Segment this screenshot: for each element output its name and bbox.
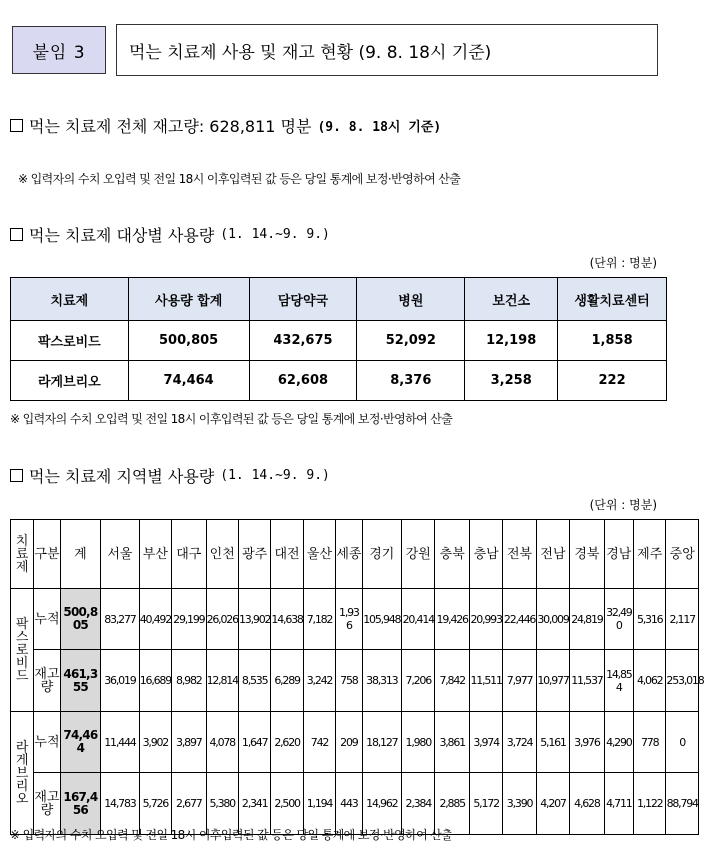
table-cell: 1,647 (238, 712, 270, 773)
column-header: 병원 (357, 278, 465, 321)
table-row (11, 650, 699, 712)
checkbox-square-icon (10, 228, 23, 241)
table-cell: 11,511 (469, 650, 502, 712)
table-cell: 2,677 (172, 773, 206, 835)
table-cell: 778 (634, 712, 666, 773)
section3-heading (10, 464, 330, 487)
table-cell: 88,794 (666, 773, 699, 835)
section2-unit: (단위 : 명분) (589, 256, 657, 270)
column-header: 보건소 (465, 278, 558, 321)
table-cell: 443 (336, 773, 362, 835)
table-cell: 26,026 (206, 589, 238, 650)
table-cell: 209 (336, 712, 362, 773)
document-title (116, 24, 658, 76)
table-cell: 3,974 (469, 712, 502, 773)
document-title-text: 먹는 치료제 사용 및 재고 현황 (9. 8. 18시 기준) (129, 42, 492, 63)
table-cell: 4,290 (604, 712, 633, 773)
table-cell: 8,535 (238, 650, 270, 712)
table-cell: 38,313 (362, 650, 402, 712)
table-cell: 5,161 (536, 712, 569, 773)
table-cell: 3,861 (435, 712, 469, 773)
table-cell: 52,092 (357, 321, 465, 361)
table-row (11, 321, 667, 361)
table-cell: 222 (558, 361, 667, 401)
table-cell: 12,198 (465, 321, 558, 361)
table-cell: 500,805 (128, 321, 249, 361)
section1-heading-text: 먹는 치료제 전체 재고량: 628,811 명분 (29, 117, 312, 136)
column-header: 세종 (336, 520, 362, 589)
column-header: 전북 (503, 520, 536, 589)
table-cell: 14,783 (101, 773, 140, 835)
table-cell: 30,009 (536, 589, 569, 650)
section1-heading-sub: (9. 8. 18시 기준) (317, 120, 442, 135)
table-cell: 4,078 (206, 712, 238, 773)
section3-heading-sub: (1. 14.~9. 9.) (220, 468, 330, 483)
table-cell: 758 (336, 650, 362, 712)
table-cell: 라게브리오 (11, 361, 129, 401)
table-cell: 74,464 (128, 361, 249, 401)
table-cell: 20,993 (469, 589, 502, 650)
table-cell: 3,976 (570, 712, 604, 773)
total-cell: 167,456 (60, 773, 101, 835)
type-cell: 재고량 (34, 773, 60, 835)
section2-heading (10, 223, 330, 246)
table-cell: 7,182 (303, 589, 335, 650)
table-cell: 5,726 (139, 773, 171, 835)
table-cell: 29,199 (172, 589, 206, 650)
table-cell: 2,341 (238, 773, 270, 835)
column-header: 중앙 (666, 520, 699, 589)
column-header: 경북 (570, 520, 604, 589)
table-cell: 2,500 (271, 773, 303, 835)
total-cell: 74,464 (60, 712, 101, 773)
table-cell: 4,207 (536, 773, 569, 835)
table-cell: 83,277 (101, 589, 140, 650)
table-cell: 14,962 (362, 773, 402, 835)
table-cell: 18,127 (362, 712, 402, 773)
section3-heading-text: 먹는 치료제 지역별 사용량 (29, 467, 215, 486)
table-cell: 7,977 (503, 650, 536, 712)
table-row (11, 361, 667, 401)
table-cell: 3,897 (172, 712, 206, 773)
usage-by-region-table (10, 519, 704, 835)
column-header: 경남 (604, 520, 633, 589)
table-cell: 3,724 (503, 712, 536, 773)
column-header: 강원 (402, 520, 435, 589)
table-cell: 3,902 (139, 712, 171, 773)
table-cell: 24,819 (570, 589, 604, 650)
table-cell: 3,242 (303, 650, 335, 712)
table-cell: 5,380 (206, 773, 238, 835)
table-cell: 2,384 (402, 773, 435, 835)
checkbox-square-icon (10, 119, 23, 132)
column-header: 제주 (634, 520, 666, 589)
table-cell: 13,902 (238, 589, 270, 650)
table-cell: 1,858 (558, 321, 667, 361)
column-header: 담당약국 (249, 278, 357, 321)
table-cell: 12,814 (206, 650, 238, 712)
section3-unit: (단위 : 명분) (589, 498, 657, 512)
section1-heading (10, 114, 441, 137)
table-cell: 2,885 (435, 773, 469, 835)
usage-by-target-table (10, 277, 667, 401)
table-cell: 16,689 (139, 650, 171, 712)
column-header: 대구 (172, 520, 206, 589)
column-header: 전남 (536, 520, 569, 589)
attachment-tag-label: 붙임 3 (32, 42, 86, 63)
table-cell: 5,316 (634, 589, 666, 650)
type-cell: 재고량 (34, 650, 60, 712)
section3-note: ※ 입력자의 수치 오입력 및 전일 18시 이후입력된 값 등은 당일 통계에 보정·반영하여 산출 (10, 828, 453, 842)
table-cell: 432,675 (249, 321, 357, 361)
type-cell: 누적 (34, 712, 60, 773)
column-header: 대전 (271, 520, 303, 589)
table-cell: 1,122 (634, 773, 666, 835)
table-cell: 1,936 (336, 589, 362, 650)
table-cell: 8,376 (357, 361, 465, 401)
table-cell: 팍스로비드 (11, 321, 129, 361)
column-header: 구분 (34, 520, 60, 589)
column-header: 울산 (303, 520, 335, 589)
type-cell: 누적 (34, 589, 60, 650)
table-cell: 7,842 (435, 650, 469, 712)
table-cell: 3,258 (465, 361, 558, 401)
drug-name-cell: 팍스로비드 (11, 589, 34, 712)
column-header: 인천 (206, 520, 238, 589)
table-header-row (11, 278, 667, 321)
table-cell: 14,638 (271, 589, 303, 650)
total-cell: 461,355 (60, 650, 101, 712)
table-row (11, 589, 699, 650)
column-header: 부산 (139, 520, 171, 589)
column-header: 충북 (435, 520, 469, 589)
table-cell: 105,948 (362, 589, 402, 650)
table-cell: 11,444 (101, 712, 140, 773)
table-cell: 3,390 (503, 773, 536, 835)
attachment-tag (12, 26, 106, 74)
column-header: 생활치료센터 (558, 278, 667, 321)
checkbox-square-icon (10, 469, 23, 482)
section1-note: ※ 입력자의 수치 오입력 및 전일 18시 이후입력된 값 등은 당일 통계에 보정·반영하여 산출 (18, 172, 461, 186)
table-cell: 4,062 (634, 650, 666, 712)
table-cell: 20,414 (402, 589, 435, 650)
table-cell: 14,854 (604, 650, 633, 712)
table-cell: 2,117 (666, 589, 699, 650)
table-cell: 22,446 (503, 589, 536, 650)
table-cell: 8,982 (172, 650, 206, 712)
column-header: 충남 (469, 520, 502, 589)
table-cell: 253,018 (666, 650, 699, 712)
table-cell: 11,537 (570, 650, 604, 712)
column-header: 경기 (362, 520, 402, 589)
section2-heading-sub: (1. 14.~9. 9.) (220, 227, 330, 242)
table-cell: 1,980 (402, 712, 435, 773)
table-cell: 10,977 (536, 650, 569, 712)
table-cell: 4,628 (570, 773, 604, 835)
table-cell: 19,426 (435, 589, 469, 650)
table-cell: 36,019 (101, 650, 140, 712)
table-cell: 5,172 (469, 773, 502, 835)
table-header-row (11, 520, 699, 589)
column-header: 광주 (238, 520, 270, 589)
table-cell: 62,608 (249, 361, 357, 401)
column-header: 계 (60, 520, 101, 589)
drug-name-cell: 라게브리오 (11, 712, 34, 835)
table-cell: 4,711 (604, 773, 633, 835)
column-header: 치료제 (11, 520, 34, 589)
table-cell: 0 (666, 712, 699, 773)
table-cell: 40,492 (139, 589, 171, 650)
table-cell: 6,289 (271, 650, 303, 712)
table-cell: 1,194 (303, 773, 335, 835)
total-cell: 500,805 (60, 589, 101, 650)
table-cell: 32,490 (604, 589, 633, 650)
table-cell: 2,620 (271, 712, 303, 773)
table-row (11, 712, 699, 773)
section2-heading-text: 먹는 치료제 대상별 사용량 (29, 226, 215, 245)
column-header: 치료제 (11, 278, 129, 321)
column-header: 사용량 합계 (128, 278, 249, 321)
table-cell: 742 (303, 712, 335, 773)
section2-note: ※ 입력자의 수치 오입력 및 전일 18시 이후입력된 값 등은 당일 통계에 보정·반영하여 산출 (10, 412, 453, 426)
column-header: 서울 (101, 520, 140, 589)
table-cell: 7,206 (402, 650, 435, 712)
